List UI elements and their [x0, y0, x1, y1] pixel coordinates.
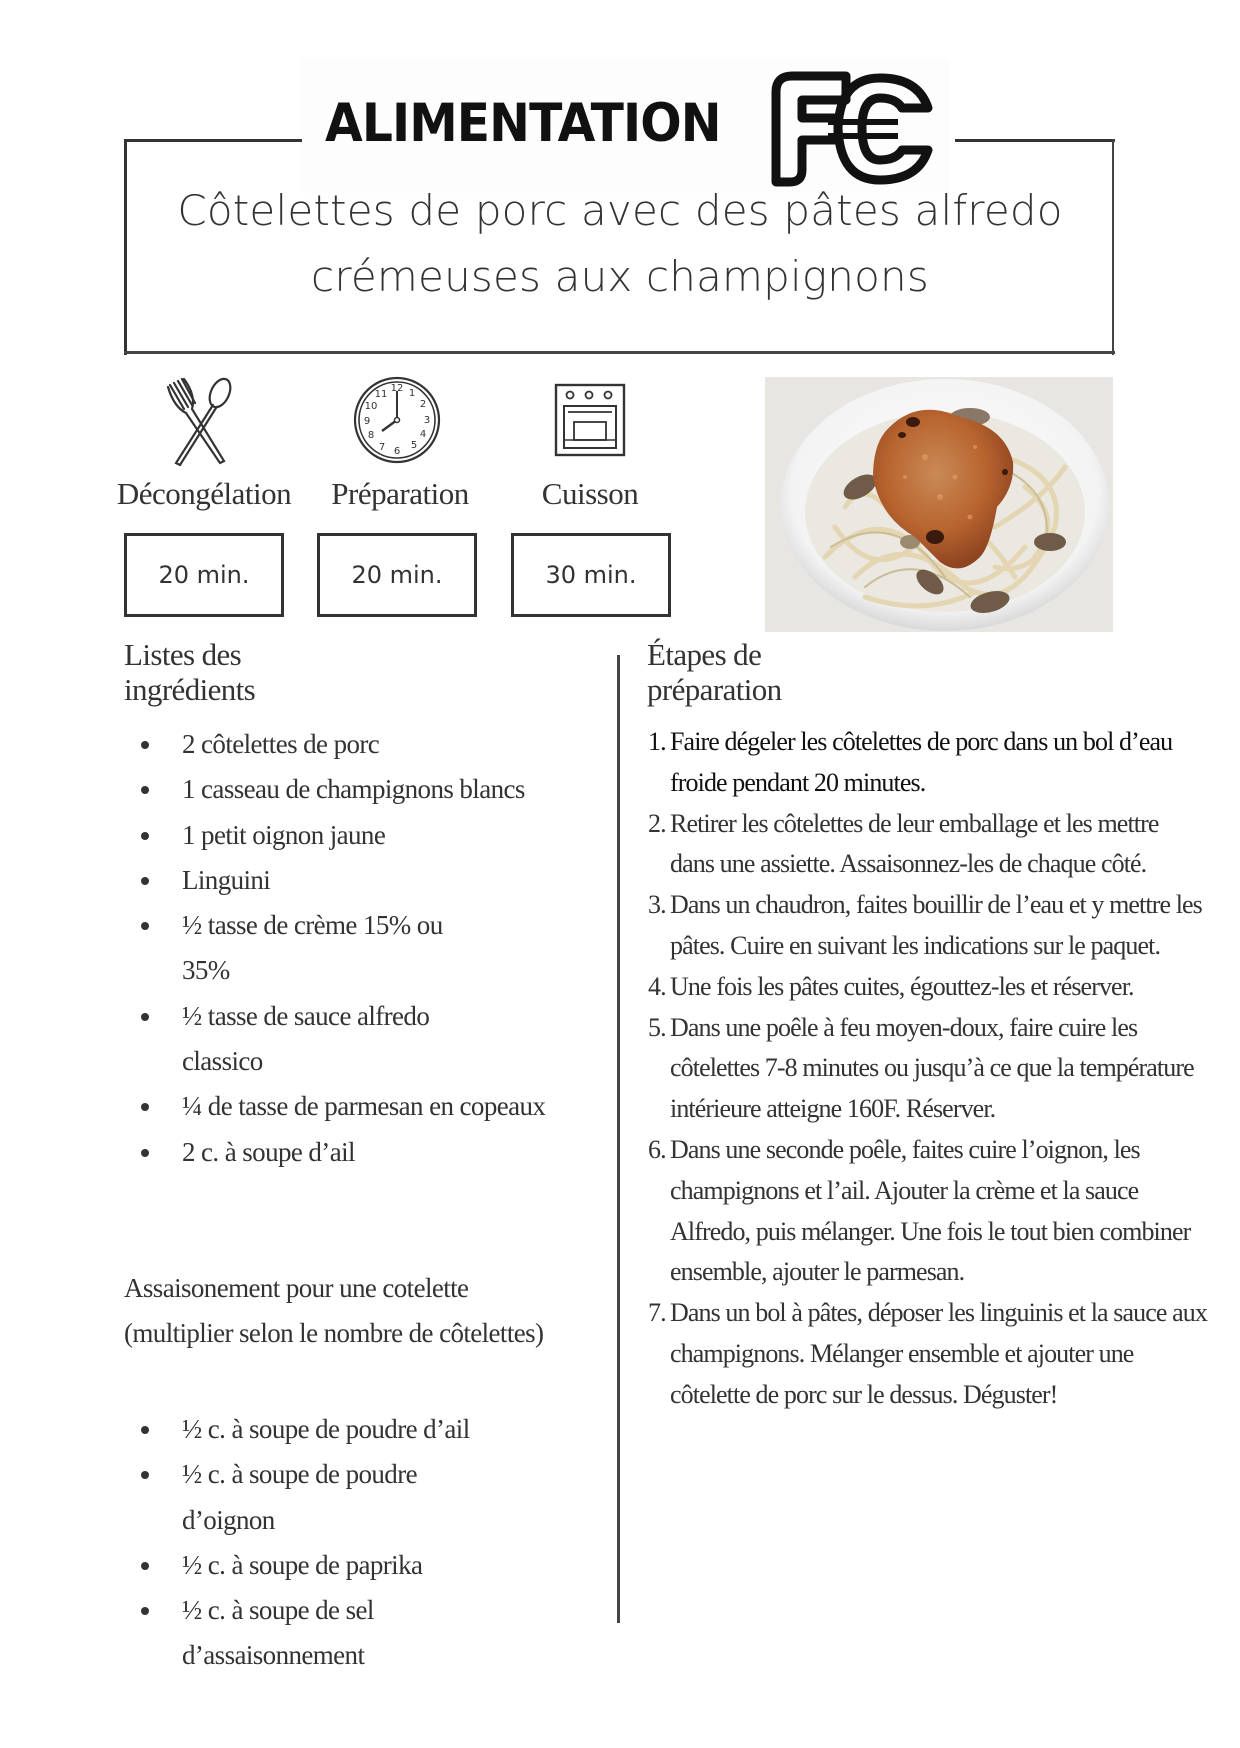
time-value-cooking: 30 min.: [511, 533, 671, 617]
bullet-icon: [141, 1426, 149, 1434]
time-value-thawing: 20 min.: [124, 533, 284, 617]
step-number: 2.: [648, 808, 666, 838]
title-frame-top-right: [955, 139, 1115, 142]
ingredient-text: 1 casseau de champignons blancs: [182, 774, 525, 805]
seasoning-text: ½ c. à soupe de poudre d’ail: [182, 1414, 470, 1444]
ingredient-item: [124, 903, 554, 994]
svg-text:10: 10: [364, 401, 378, 412]
bullet-icon: [141, 1149, 149, 1157]
step-number: 1.: [648, 727, 666, 756]
oven-icon: [554, 383, 626, 457]
svg-text:12: 12: [390, 383, 404, 394]
steps-heading: [647, 637, 947, 707]
step-number: 4.: [648, 971, 666, 1001]
step-text: Dans un chaudron, faites bouillir de l’eau et y mettre les pâtes. Cuire en suivant les indications sur le paquet.: [670, 890, 1202, 960]
svg-text:3: 3: [423, 415, 431, 426]
brand-logo-fc-icon: [768, 70, 938, 188]
ingredient-text: ½ tasse de sauce alfredo classico: [182, 1000, 430, 1077]
step-number: 6.: [648, 1134, 666, 1164]
svg-text:9: 9: [363, 416, 371, 427]
title-frame-right: [1112, 139, 1114, 355]
ingredient-item: [124, 1084, 554, 1129]
ingredient-text: 2 côtelettes de porc: [182, 729, 380, 759]
time-label-thawing: Décongélation: [116, 476, 292, 511]
step-text: Dans une seconde poêle, faites cuire l’oignon, les champignons et l’ail. Ajouter la crème et la sauce Alfredo, puis mélanger. Une fois le tout bien combiner ensemble, ajouter le parmesan.: [670, 1134, 1191, 1287]
svg-text:4: 4: [419, 429, 427, 440]
svg-text:7: 7: [378, 442, 386, 453]
step-text: Dans une poêle à feu moyen-doux, faire cuire les côtelettes 7-8 minutes ou jusqu’à ce que la température intérieure atteigne 160F. Réserver.: [670, 1012, 1194, 1124]
title-frame-bottom: [124, 351, 1115, 354]
step-item: [648, 1008, 1208, 1130]
ingredients-heading-line2: ingrédients: [124, 672, 256, 707]
step-item: [648, 1130, 1208, 1293]
time-label-cooking: Cuisson: [541, 476, 639, 511]
title-frame-left: [124, 139, 127, 355]
bullet-icon: [141, 1562, 149, 1570]
ingredient-text: ½ tasse de crème 15% ou 35%: [182, 910, 443, 986]
ingredient-item: [124, 722, 554, 767]
column-divider: [617, 655, 620, 1623]
bullet-icon: [141, 922, 149, 930]
svg-text:11: 11: [374, 389, 388, 400]
bullet-icon: [141, 1013, 149, 1021]
step-item: [648, 1293, 1208, 1415]
bullet-icon: [141, 877, 149, 885]
dish-photo: [765, 377, 1113, 632]
seasoning-item: [124, 1452, 554, 1543]
ingredients-heading-line1: Listes des: [124, 637, 242, 672]
ingredient-item: [124, 767, 554, 812]
step-text: Dans un bol à pâtes, déposer les linguinis et la sauce aux champignons. Mélanger ensemble et ajouter une côtelette de porc sur le dessus. Déguster!: [670, 1298, 1207, 1409]
bullet-icon: [141, 741, 149, 749]
seasoning-text: ½ c. à soupe de poudre d’oignon: [182, 1459, 417, 1535]
ingredients-list: [124, 722, 554, 1175]
ingredient-item: [124, 1130, 554, 1175]
bullet-icon: [141, 1103, 149, 1111]
svg-text:5: 5: [410, 440, 418, 451]
svg-text:1: 1: [408, 388, 416, 399]
brand-logo-text: ALIMENTATION: [325, 93, 721, 154]
ingredient-text: 2 c. à soupe d’ail: [182, 1136, 355, 1167]
ingredient-item: [124, 994, 554, 1085]
step-item: [648, 885, 1208, 967]
step-text: Retirer les côtelettes de leur emballage et les mettre dans une assiette. Assaisonnez-les de chaque côté.: [670, 808, 1159, 879]
time-value-preparation: 20 min.: [317, 533, 477, 617]
recipe-title: [130, 178, 1110, 310]
bullet-icon: [141, 786, 149, 794]
step-item: [648, 722, 1208, 804]
seasoning-item: [124, 1407, 554, 1452]
seasoning-text: ½ c. à soupe de sel d’assaisonnement: [182, 1595, 374, 1671]
seasoning-item: [124, 1588, 554, 1679]
steps-heading-line1: Étapes de: [647, 637, 762, 672]
ingredient-text: 1 petit oignon jaune: [182, 819, 386, 850]
seasoning-list: [124, 1407, 554, 1679]
recipe-title-line2: crémeuses aux champignons: [311, 252, 929, 301]
ingredient-item: [124, 813, 554, 858]
title-frame-top-left: [124, 139, 302, 142]
ingredient-item: [124, 858, 554, 903]
recipe-title-line1: Côtelettes de porc avec des pâtes alfredo: [177, 186, 1063, 235]
seasoning-text: ½ c. à soupe de paprika: [182, 1549, 423, 1580]
ingredient-text: ¼ de tasse de parmesan en copeaux: [182, 1091, 546, 1122]
step-text: Faire dégeler les côtelettes de porc dans un bol d’eau froide pendant 20 minutes.: [670, 727, 1173, 797]
svg-text:6: 6: [393, 446, 401, 457]
step-number: 7.: [648, 1298, 666, 1328]
step-item: [648, 804, 1208, 886]
step-item: [648, 967, 1208, 1008]
step-text: Une fois les pâtes cuites, égouttez-les et réserver.: [670, 971, 1134, 1001]
steps-heading-line2: préparation: [647, 672, 782, 707]
dish-photo-illustration: [765, 377, 1113, 632]
step-number: 5.: [648, 1012, 666, 1042]
seasoning-item: [124, 1543, 554, 1588]
ingredient-text: Linguini: [182, 864, 271, 895]
bullet-icon: [141, 1607, 149, 1615]
bullet-icon: [141, 832, 149, 840]
seasoning-note: Assaisonement pour une cotelette (multiplier selon le nombre de côtelettes): [124, 1273, 544, 1349]
fork-spoon-icon: [164, 375, 234, 467]
time-label-preparation: Préparation: [331, 476, 469, 511]
svg-text:8: 8: [367, 430, 375, 441]
ingredients-heading: [124, 637, 424, 707]
step-number: 3.: [648, 890, 666, 920]
steps-list: [648, 722, 1208, 1416]
clock-icon: [352, 375, 442, 465]
svg-text:2: 2: [419, 399, 427, 410]
bullet-icon: [141, 1471, 149, 1479]
